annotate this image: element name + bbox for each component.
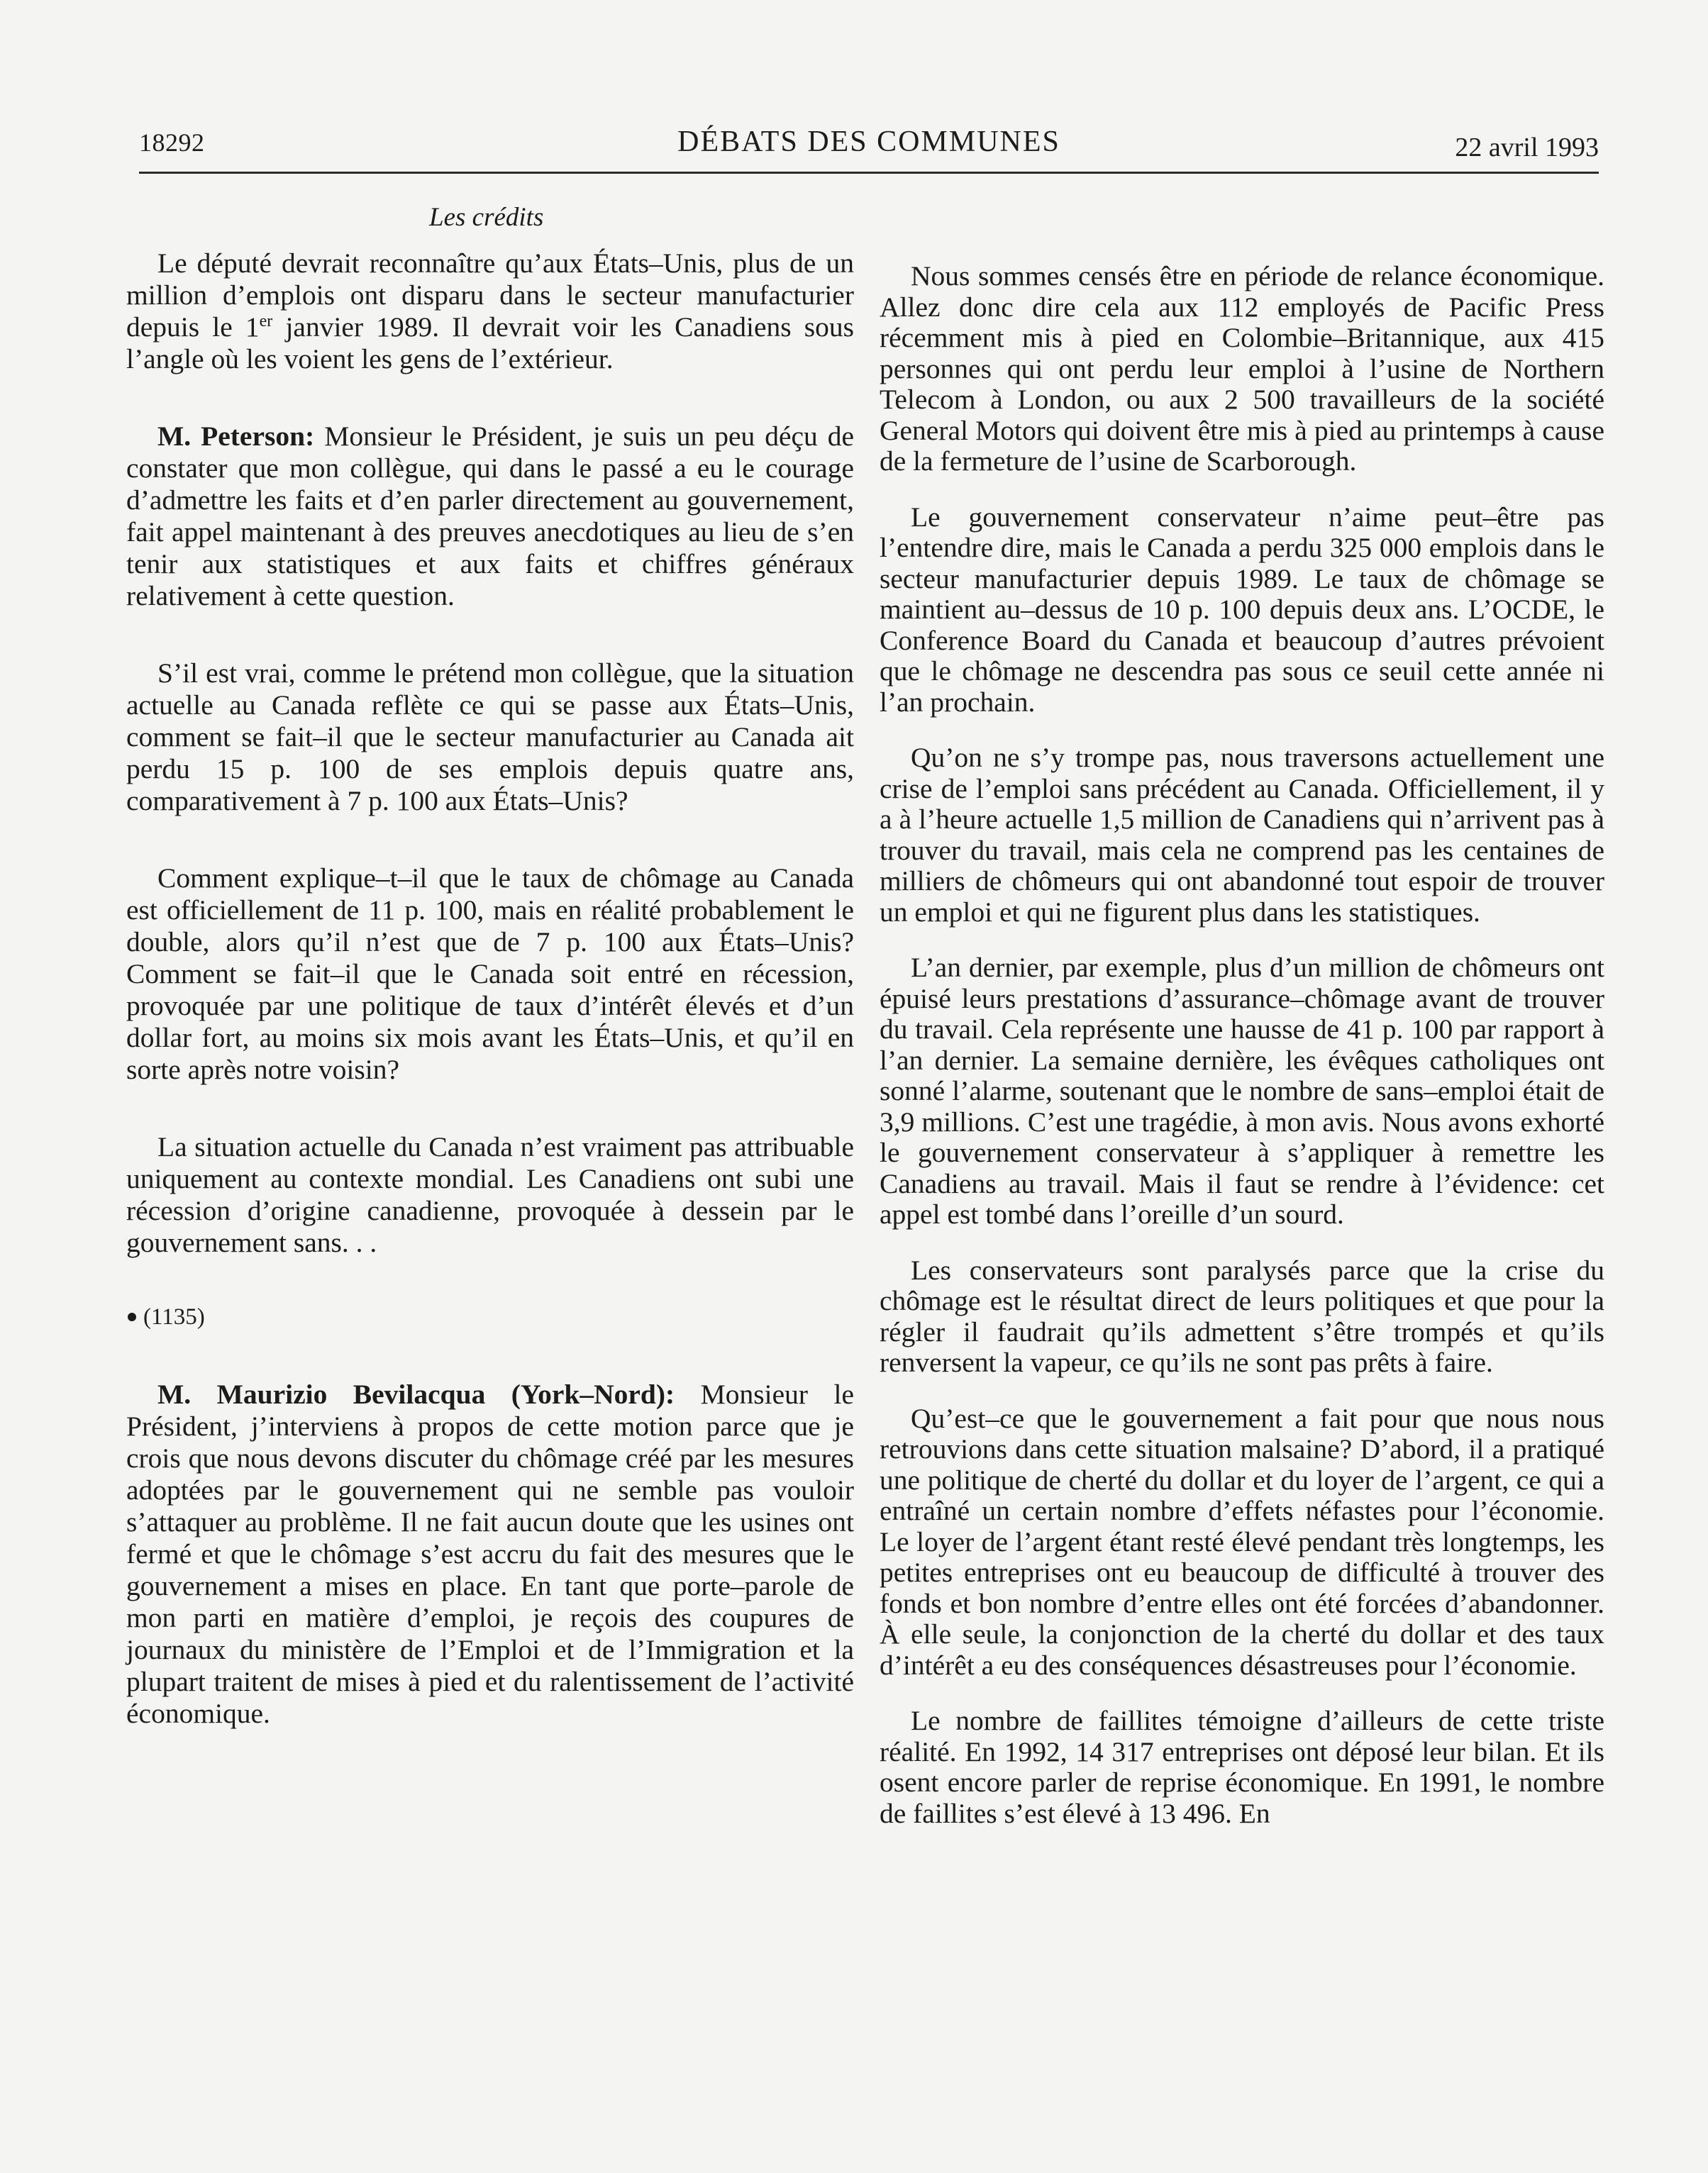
paragraph: S’il est vrai, comme le prétend mon collègue, que la situation actuelle au Canada reflète ce qui se passe aux États–Unis, comment se fait–il que le secteur manufacturier au Canada ait perdu 15 p. 100 de ses emplois depuis quatre ans, comparativement à 7 p. 100 aux États–Unis? <box>126 657 854 816</box>
paragraph <box>126 1379 854 1730</box>
paragraph: Les conservateurs sont paralysés parce que la crise du chômage est le résultat direct de leurs politiques et que pour la régler il faudrait qu’ils admettent s’être trompés et qu’ils renversent la vapeur, ce qu’ils ne sont pas prêts à faire. <box>880 1254 1604 1378</box>
page-date: 22 avril 1993 <box>1455 133 1599 162</box>
page-header <box>139 125 1599 174</box>
timestamp-text: (1135) <box>143 1304 205 1330</box>
ordinal-superscript: er <box>259 311 273 330</box>
paragraph: Le gouvernement conservateur n’aime peut–être pas l’entendre dire, mais le Canada a perdu 325 000 emplois dans le secteur manufacturier depuis 1989. Le taux de chômage se maintient au–dessus de 10 p. 100 depuis deux ans. L’OCDE, le Conference Board du Canada et beaucoup d’autres prévoient que le chômage ne descendra pas sous ce seuil cette année ni l’an prochain. <box>880 501 1604 718</box>
speaker-name: M. Peterson: <box>157 421 315 452</box>
bullet-icon <box>128 1313 136 1321</box>
paragraph <box>126 248 854 375</box>
paragraph: Nous sommes censés être en période de relance économique. Allez donc dire cela aux 112 employés de Pacific Press récemment mis à pied en Colombie–Britannique, aux 415 personnes qui ont perdu leur emploi à l’usine de Northern Telecom à London, ou aux 2 500 travailleurs de la société General Motors qui doivent être mis à pied au printemps à cause de la fermeture de l’usine de Scarborough. <box>880 260 1604 477</box>
page-number: 18292 <box>139 128 205 157</box>
paragraph <box>126 421 854 612</box>
paragraph: La situation actuelle du Canada n’est vraiment pas attribuable uniquement au contexte mondial. Les Canadiens ont subi une récession d’origine canadienne, provoquée à dessein par le gouvernement sans. . . <box>126 1131 854 1258</box>
paragraph-text: Le député devrait reconnaître qu’aux États–Unis, plus de un million d’emplois ont disparu dans le secteur manufacturier depuis le 1 <box>126 248 854 343</box>
speaker-name: M. Maurizio Bevilacqua (York–Nord): <box>157 1379 675 1410</box>
journal-title: DÉBATS DES COMMUNES <box>677 126 1060 158</box>
paragraph-text: janvier 1989. Il devrait voir les Canadiens sous l’angle où les voient les gens de l’extérieur. <box>126 311 854 374</box>
timestamp <box>126 1301 854 1333</box>
paragraph-text: Monsieur le Président, je suis un peu déçu de constater que mon collègue, qui dans le passé a eu le courage d’admettre les faits et d’en parler directement au gouvernement, fait appel maintenant à des preuves anecdotiques au lieu de s’en tenir aux statistiques et aux faits et chiffres généraux relativement à cette question. <box>126 421 855 611</box>
right-column <box>880 196 1604 1854</box>
paragraph-text: Monsieur le Président, j’interviens à propos de cette motion parce que je crois que nous devons discuter du chômage créé par les mesures adoptées par le gouvernement qui ne semble pas vouloir s’attaquer au problème. Il ne fait aucun doute que les usines ont fermé et que le chômage s’est accru du fait des mesures que le gouvernement a mises en place. En tant que porte–parole de mon parti en matière d’emploi, je reçois des coupures de journaux du ministère de l’Emploi et de l’Immigration et la plupart traitent de mises à pied et du ralentissement de l’activité économique. <box>126 1379 854 1729</box>
paragraph: Le nombre de faillites témoigne d’ailleurs de cette triste réalité. En 1992, 14 317 entreprises ont déposé leur bilan. Et ils osent encore parler de reprise économique. En 1991, le nombre de faillites s’est élevé à 13 496. En <box>880 1705 1604 1829</box>
section-title: Les crédits <box>429 203 544 232</box>
paragraph: L’an dernier, par exemple, plus d’un million de chômeurs ont épuisé leurs prestations d’assurance–chômage avant de trouver du travail. Cela représente une hausse de 41 p. 100 par rapport à l’an dernier. La semaine dernière, les évêques catholiques ont sonné l’alarme, soutenant que le nombre de sans–emploi était de 3,9 millions. C’est une tragédie, à mon avis. Nous avons exhorté le gouvernement conservateur à s’appliquer à remettre les Canadiens au travail. Mais il faut se rendre à l’évidence: cet appel est tombé dans l’oreille d’un sourd. <box>880 952 1604 1230</box>
paragraph: Comment explique–t–il que le taux de chômage au Canada est officiellement de 11 p. 100, mais en réalité probablement le double, alors qu’il n’est que de 7 p. 100 aux États–Unis? Comment se fait–il que le Canada soit entré en récession, provoquée par une politique de taux d’intérêt élevés et d’un dollar fort, au moins six mois avant les États–Unis, et qu’il en sorte après notre voisin? <box>126 862 854 1085</box>
left-column <box>126 196 854 1775</box>
paragraph: Qu’est–ce que le gouvernement a fait pour que nous nous retrouvions dans cette situation malsaine? D’abord, il a pratiqué une politique de cherté du dollar et du loyer de l’argent, ce qui a entraîné un certain nombre d’effets néfastes pour l’économie. Le loyer de l’argent étant resté élevé pendant très longtemps, les petites entreprises ont eu beaucoup de difficulté à trouver des fonds et bon nombre d’entre elles ont été forcées d’abandonner. À elle seule, la conjonction de la cherté du dollar et des taux d’intérêt a eu des conséquences désastreuses pour l’économie. <box>880 1402 1604 1681</box>
paragraph: Qu’on ne s’y trompe pas, nous traversons actuellement une crise de l’emploi sans précédent au Canada. Officiellement, il y a à l’heure actuelle 1,5 million de Canadiens qui n’arrivent pas à trouver du travail, mais cela ne comprend pas les centaines de milliers de chômeurs qui ont abandonné tout espoir de trouver un emploi et qui ne figurent plus dans les statistiques. <box>880 742 1604 928</box>
